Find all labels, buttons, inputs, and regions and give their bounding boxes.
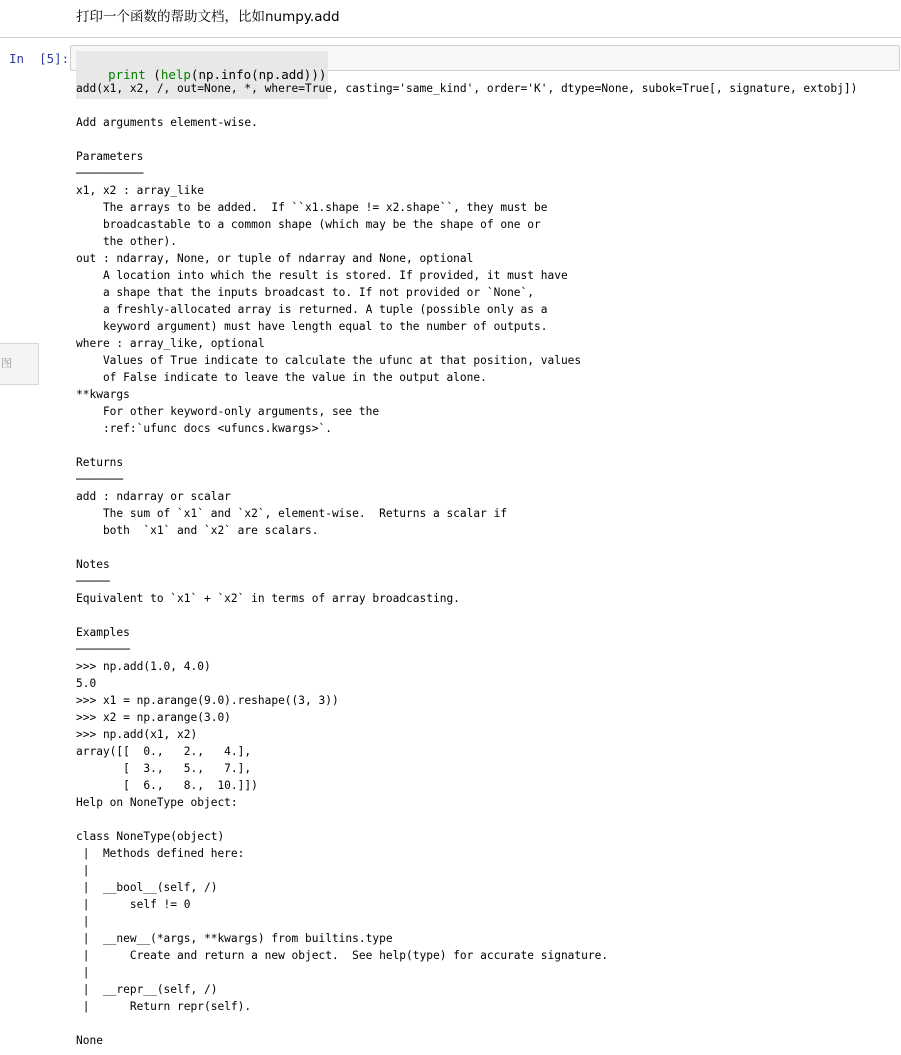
output-line: | self != 0 (76, 898, 191, 911)
cell-output (76, 80, 898, 1049)
code-token-print: print (108, 67, 146, 82)
output-line: add(x1, x2, /, out=None, *, where=True, casting='same_kind', order='K', dtype=None, subok=True[, signature, extobj]) (76, 82, 858, 95)
output-line: | (76, 864, 90, 877)
output-line: a shape that the inputs broadcast to. If not provided or `None`, (76, 286, 535, 299)
output-line (76, 437, 898, 454)
output-line: of False indicate to leave the value in the output alone. (76, 371, 487, 384)
output-line: both `x1` and `x2` are scalars. (76, 524, 319, 537)
output-line: | Create and return a new object. See help(type) for accurate signature. (76, 949, 609, 962)
input-prompt: In [5]: (9, 51, 70, 66)
output-line: | Methods defined here: (76, 847, 245, 860)
output-line: None (76, 1034, 103, 1047)
output-line: | Return repr(self). (76, 1000, 252, 1013)
output-line (76, 97, 898, 114)
output-line: where : array_like, optional (76, 337, 265, 350)
output-line: Help on NoneType object: (76, 796, 238, 809)
code-input-area[interactable] (70, 45, 900, 82)
cell-separator (0, 37, 901, 38)
output-line (76, 607, 898, 624)
output-line: x1, x2 : array_like (76, 184, 204, 197)
output-line: >>> x2 = np.arange(3.0) (76, 711, 231, 724)
output-line: For other keyword-only arguments, see the (76, 405, 380, 418)
output-line: add : ndarray or scalar (76, 490, 231, 503)
output-line: keyword argument) must have length equal to the number of outputs. (76, 320, 548, 333)
markdown-cell-text: 打印一个函数的帮助文档，比如numpy.add (76, 9, 340, 25)
output-line: [ 3., 5., 7.], (76, 762, 252, 775)
output-line: Equivalent to `x1` + `x2` in terms of array broadcasting. (76, 592, 460, 605)
output-line: | (76, 966, 90, 979)
output-line: **kwargs (76, 388, 130, 401)
output-line: >>> np.add(1.0, 4.0) (76, 660, 211, 673)
output-line: >>> np.add(x1, x2) (76, 728, 198, 741)
code-token-args: (np.info(np.add))) (190, 67, 327, 82)
output-line: | (76, 915, 90, 928)
code-token-paren: ( (145, 67, 161, 82)
output-line: class NoneType(object) (76, 830, 225, 843)
output-line: out : ndarray, None, or tuple of ndarray and None, optional (76, 252, 474, 265)
output-line: | __bool__(self, /) (76, 881, 218, 894)
output-line: ─────── (76, 473, 124, 486)
output-line: broadcastable to a common shape (which may be the shape of one or (76, 218, 541, 231)
output-line: ───── (76, 575, 110, 588)
output-line: :ref:`ufunc docs <ufuncs.kwargs>`. (76, 422, 332, 435)
output-line: The arrays to be added. If ``x1.shape != x2.shape``, they must be (76, 201, 548, 214)
output-line (76, 1015, 898, 1032)
output-line: >>> x1 = np.arange(9.0).reshape((3, 3)) (76, 694, 339, 707)
output-line: Add arguments element-wise. (76, 116, 258, 129)
side-panel-label: 图 (1, 357, 12, 370)
output-line: array([[ 0., 2., 4.], (76, 745, 252, 758)
side-panel-tab[interactable] (0, 343, 39, 385)
output-line: | __repr__(self, /) (76, 983, 218, 996)
output-line: Parameters (76, 150, 144, 163)
output-line (76, 539, 898, 556)
output-line: ──────── (76, 643, 130, 656)
output-line: Values of True indicate to calculate the ufunc at that position, values (76, 354, 582, 367)
output-line (76, 131, 898, 148)
output-line: | __new__(*args, **kwargs) from builtins.type (76, 932, 393, 945)
output-line: A location into which the result is stored. If provided, it must have (76, 269, 568, 282)
output-line: the other). (76, 235, 178, 248)
output-line: ────────── (76, 167, 144, 180)
output-line: 5.0 (76, 677, 97, 690)
output-line: The sum of `x1` and `x2`, element-wise. Returns a scalar if (76, 507, 508, 520)
output-line: a freshly-allocated array is returned. A tuple (possible only as a (76, 303, 548, 316)
output-line: Notes (76, 558, 110, 571)
output-line: Returns (76, 456, 124, 469)
output-line (76, 811, 898, 828)
output-line: [ 6., 8., 10.]]) (76, 779, 258, 792)
code-token-help: help (160, 67, 191, 82)
output-line: Examples (76, 626, 130, 639)
